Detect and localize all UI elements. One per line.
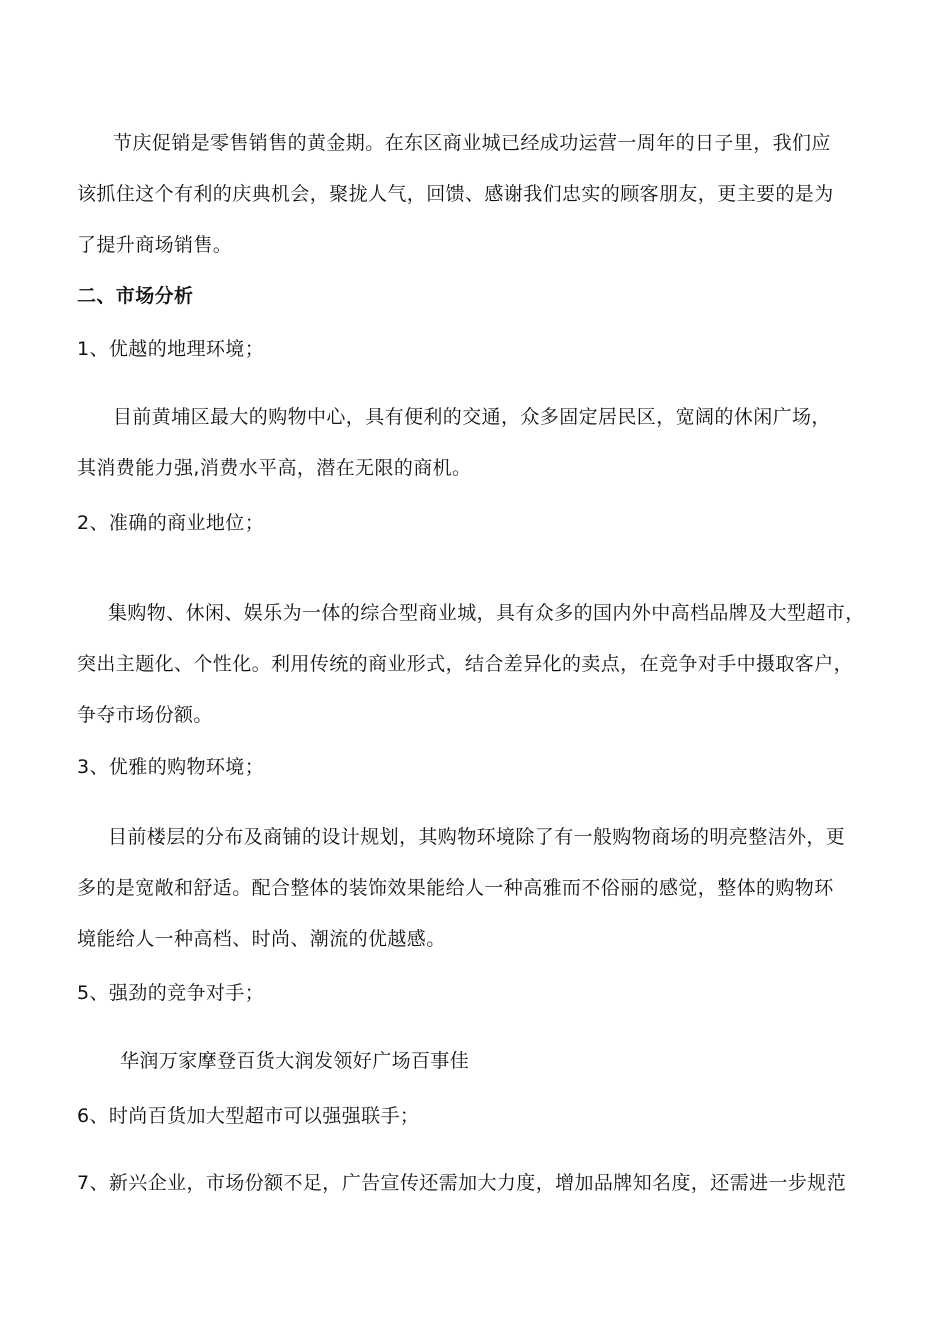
intro-line-2: 该抓住这个有利的庆典机会，聚拢人气，回馈、感谢我们忠实的顾客朋友，更主要的是为 bbox=[77, 183, 834, 205]
item-3-heading: 3、优雅的购物环境； bbox=[77, 756, 265, 778]
item-2-line-1: 集购物、休闲、娱乐为一体的综合型商业城，具有众多的国内外中高档品牌及大型超市， bbox=[108, 602, 865, 624]
intro-line-1: 节庆促销是零售销售的黄金期。在东区商业城已经成功运营一周年的日子里，我们应 bbox=[113, 132, 831, 154]
item-6-heading: 6、时尚百货加大型超市可以强强联手； bbox=[77, 1105, 420, 1127]
item-1-heading: 1、优越的地理环境； bbox=[77, 338, 265, 360]
item-3-line-2: 多的是宽敞和舒适。配合整体的装饰效果能给人一种高雅而不俗丽的感觉，整体的购物环 bbox=[77, 877, 834, 899]
item-2-heading: 2、准确的商业地位； bbox=[77, 512, 265, 534]
item-3-line-1: 目前楼层的分布及商铺的设计规划，其购物环境除了有一般购物商场的明亮整洁外，更 bbox=[108, 826, 846, 848]
item-5-heading: 5、强劲的竞争对手； bbox=[77, 982, 265, 1004]
item-2-line-2: 突出主题化、个性化。利用传统的商业形式，结合差异化的卖点，在竞争对手中摄取客户， bbox=[77, 653, 854, 675]
item-1-line-1: 目前黄埔区最大的购物中心，具有便利的交通，众多固定居民区，宽阔的休闲广场， bbox=[113, 406, 831, 428]
item-2-line-3: 争夺市场份额。 bbox=[77, 704, 213, 726]
item-1-line-2: 其消费能力强,消费水平高，潜在无限的商机。 bbox=[77, 457, 472, 479]
intro-line-3: 了提升商场销售。 bbox=[77, 234, 233, 256]
item-3-line-3: 境能给人一种高档、时尚、潮流的优越感。 bbox=[77, 928, 446, 950]
item-5-line-1: 华润万家摩登百货大润发领好广场百事佳 bbox=[120, 1050, 470, 1072]
item-7-heading: 7、新兴企业，市场份额不足，广告宣传还需加大力度，增加品牌知名度，还需进一步规范 bbox=[77, 1172, 847, 1194]
section-heading-market-analysis: 二、市场分析 bbox=[77, 285, 194, 307]
